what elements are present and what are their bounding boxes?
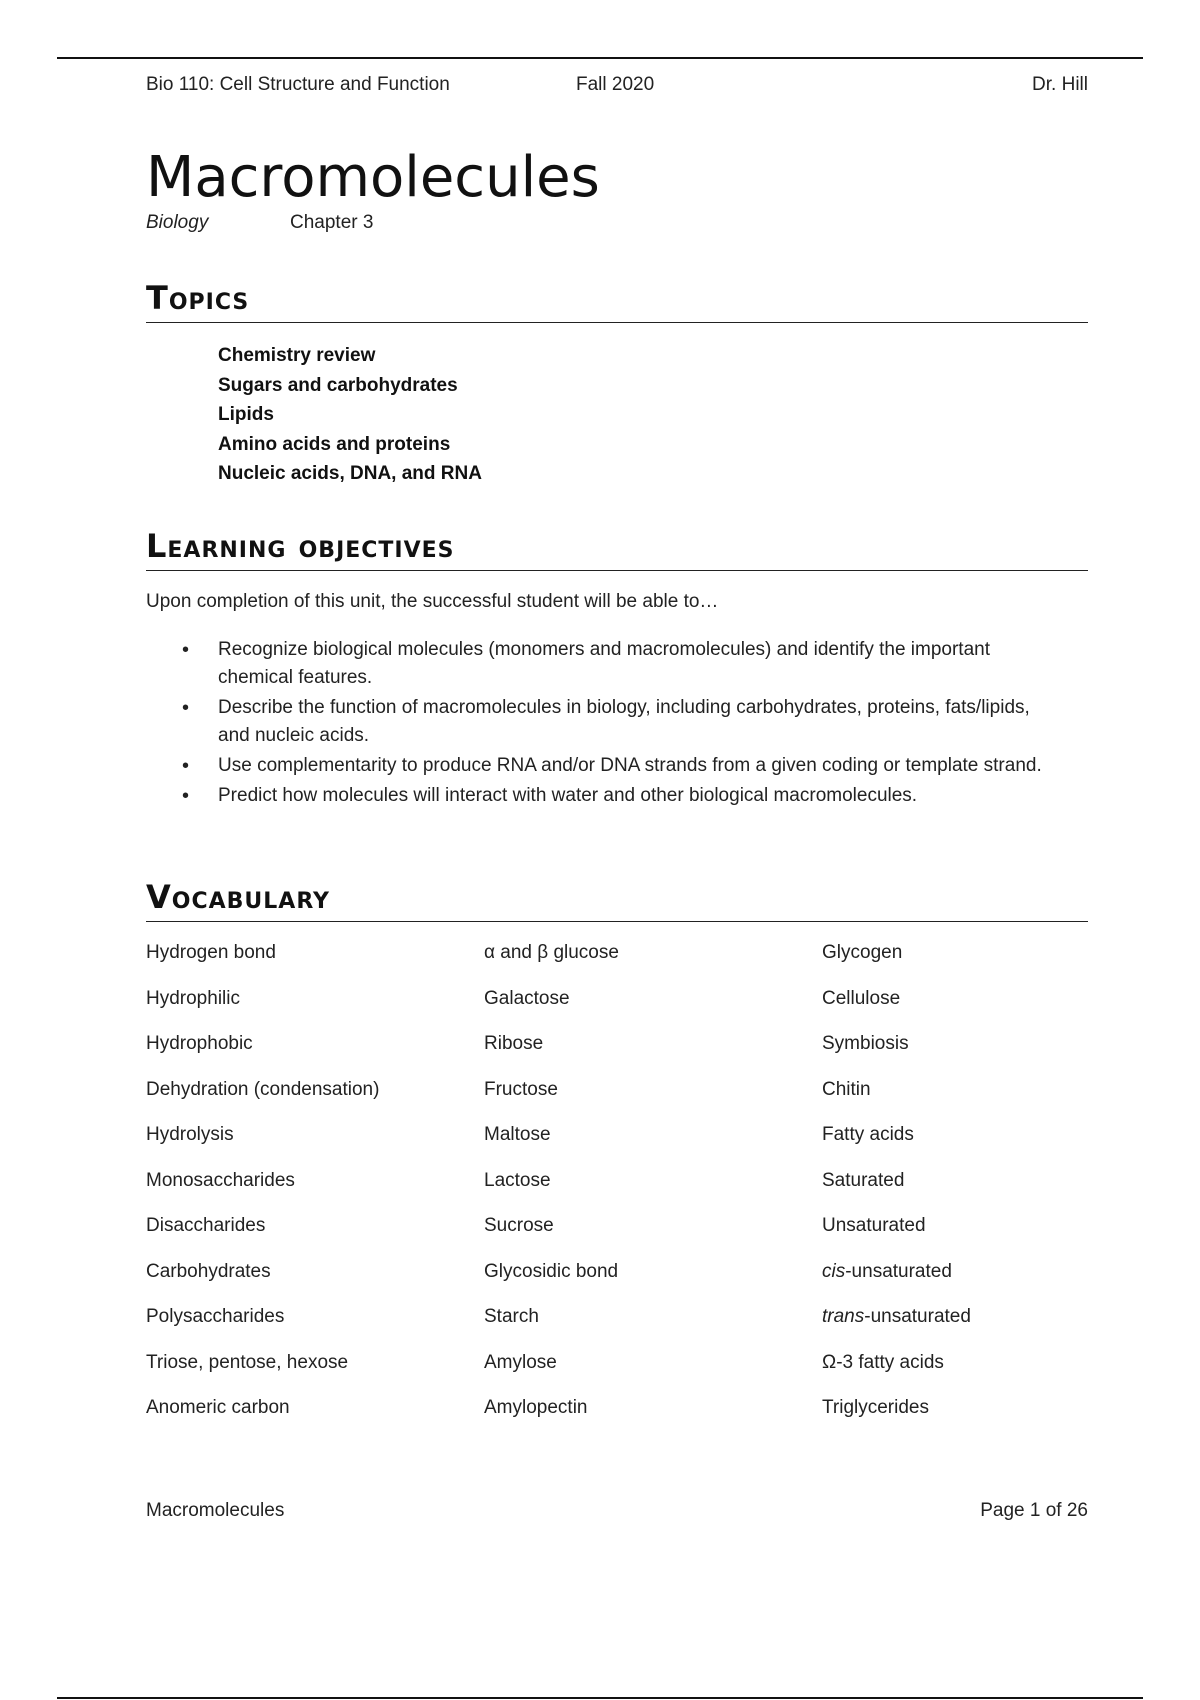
vocab-term-suffix: -unsaturated: [864, 1306, 971, 1327]
vocab-term: Hydrogen bond: [146, 942, 276, 963]
objective-text: Use complementarity to produce RNA and/or DNA strands from a given coding or template strand.: [218, 755, 1042, 776]
objective-text: Predict how molecules will interact with water and other biological macromolecules.: [218, 785, 918, 806]
objective-item: [146, 636, 1058, 692]
vocab-term-prefix: cis: [822, 1260, 846, 1282]
vocab-term: Glycogen: [822, 942, 903, 963]
vocabulary-heading: Vocabulary: [146, 875, 1088, 922]
vocab-term: Symbiosis: [822, 1033, 909, 1054]
page-title: Macromolecules: [146, 145, 600, 210]
vocab-column-3: [822, 940, 1152, 1441]
term: Fall 2020: [576, 74, 655, 95]
topics-list: [218, 341, 482, 489]
vocab-column-2: [484, 940, 814, 1441]
course-name: Bio 110: Cell Structure and Function: [146, 74, 450, 95]
bullet-icon: •: [182, 785, 190, 807]
chapter: Chapter 3: [290, 212, 374, 233]
vocab-term-suffix: -unsaturated: [845, 1260, 952, 1282]
topic-item: Sugars and carbohydrates: [218, 374, 458, 396]
topic-item: Chemistry review: [218, 345, 376, 366]
topic-item: Nucleic acids, DNA, and RNA: [218, 463, 482, 484]
vocab-term-prefix: trans: [822, 1306, 865, 1327]
vocab-term: Cellulose: [822, 987, 901, 1009]
objective-text: Recognize biological molecules (monomers and macromolecules) and identify the important chemical features.: [218, 639, 990, 688]
subject: Biology: [146, 212, 209, 233]
objective-text: Describe the function of macromolecules in biology, including carbohydrates, proteins, fats/lipids, and nucleic acids.: [218, 697, 1030, 746]
vocab-term: Anomeric carbon: [146, 1397, 290, 1418]
bullet-icon: •: [182, 755, 190, 777]
vocab-term: Maltose: [484, 1124, 551, 1145]
top-rule: [57, 57, 1143, 59]
vocab-term: Starch: [484, 1306, 539, 1327]
objectives-intro: Upon completion of this unit, the successful student will be able to…: [146, 591, 719, 612]
topic-item: Lipids: [218, 404, 274, 425]
vocab-term: Fatty acids: [822, 1124, 914, 1145]
page-number: Page 1 of 26: [980, 1500, 1088, 1521]
vocab-term: Hydrolysis: [146, 1124, 234, 1145]
bullet-icon: •: [182, 697, 190, 719]
objective-item: [146, 782, 1058, 810]
vocab-term: [822, 1259, 1152, 1305]
footer-doc-title: Macromolecules: [146, 1500, 285, 1521]
vocab-term: Monosaccharides: [146, 1169, 295, 1191]
vocab-term: Fructose: [484, 1078, 558, 1100]
vocab-term: Lactose: [484, 1169, 551, 1191]
running-header: [146, 74, 1088, 100]
vocab-term: Triglycerides: [822, 1397, 929, 1418]
vocab-term: Galactose: [484, 987, 570, 1009]
objective-item: [146, 752, 1058, 780]
vocab-term: Carbohydrates: [146, 1260, 271, 1282]
vocab-term: Unsaturated: [822, 1215, 926, 1236]
objectives-heading: Learning objectives: [146, 524, 1088, 571]
topic-item: Amino acids and proteins: [218, 433, 451, 455]
vocab-term: Dehydration (condensation): [146, 1078, 380, 1100]
objective-item: [146, 694, 1058, 750]
vocab-term: Ω-3 fatty acids: [822, 1351, 944, 1373]
bullet-icon: •: [182, 639, 190, 661]
instructor: Dr. Hill: [1032, 74, 1088, 95]
vocab-term: Hydrophilic: [146, 987, 240, 1009]
vocab-term: Hydrophobic: [146, 1033, 253, 1054]
vocab-term: Triose, pentose, hexose: [146, 1351, 349, 1373]
vocab-term: Chitin: [822, 1078, 871, 1100]
vocab-term: α and β glucose: [484, 942, 619, 963]
vocab-term: Disaccharides: [146, 1215, 266, 1236]
vocab-column-1: [146, 940, 476, 1441]
vocab-term: Glycosidic bond: [484, 1260, 619, 1282]
vocab-term: Amylopectin: [484, 1397, 588, 1418]
vocab-term: Amylose: [484, 1351, 557, 1373]
objectives-list: [146, 636, 1088, 812]
vocab-term: Sucrose: [484, 1215, 554, 1236]
topics-heading: Topics: [146, 276, 1088, 323]
bottom-rule: [57, 1697, 1143, 1699]
vocab-term: [822, 1304, 1152, 1350]
vocab-term: Polysaccharides: [146, 1306, 285, 1327]
vocab-term: Saturated: [822, 1169, 905, 1191]
vocab-term: Ribose: [484, 1033, 544, 1054]
